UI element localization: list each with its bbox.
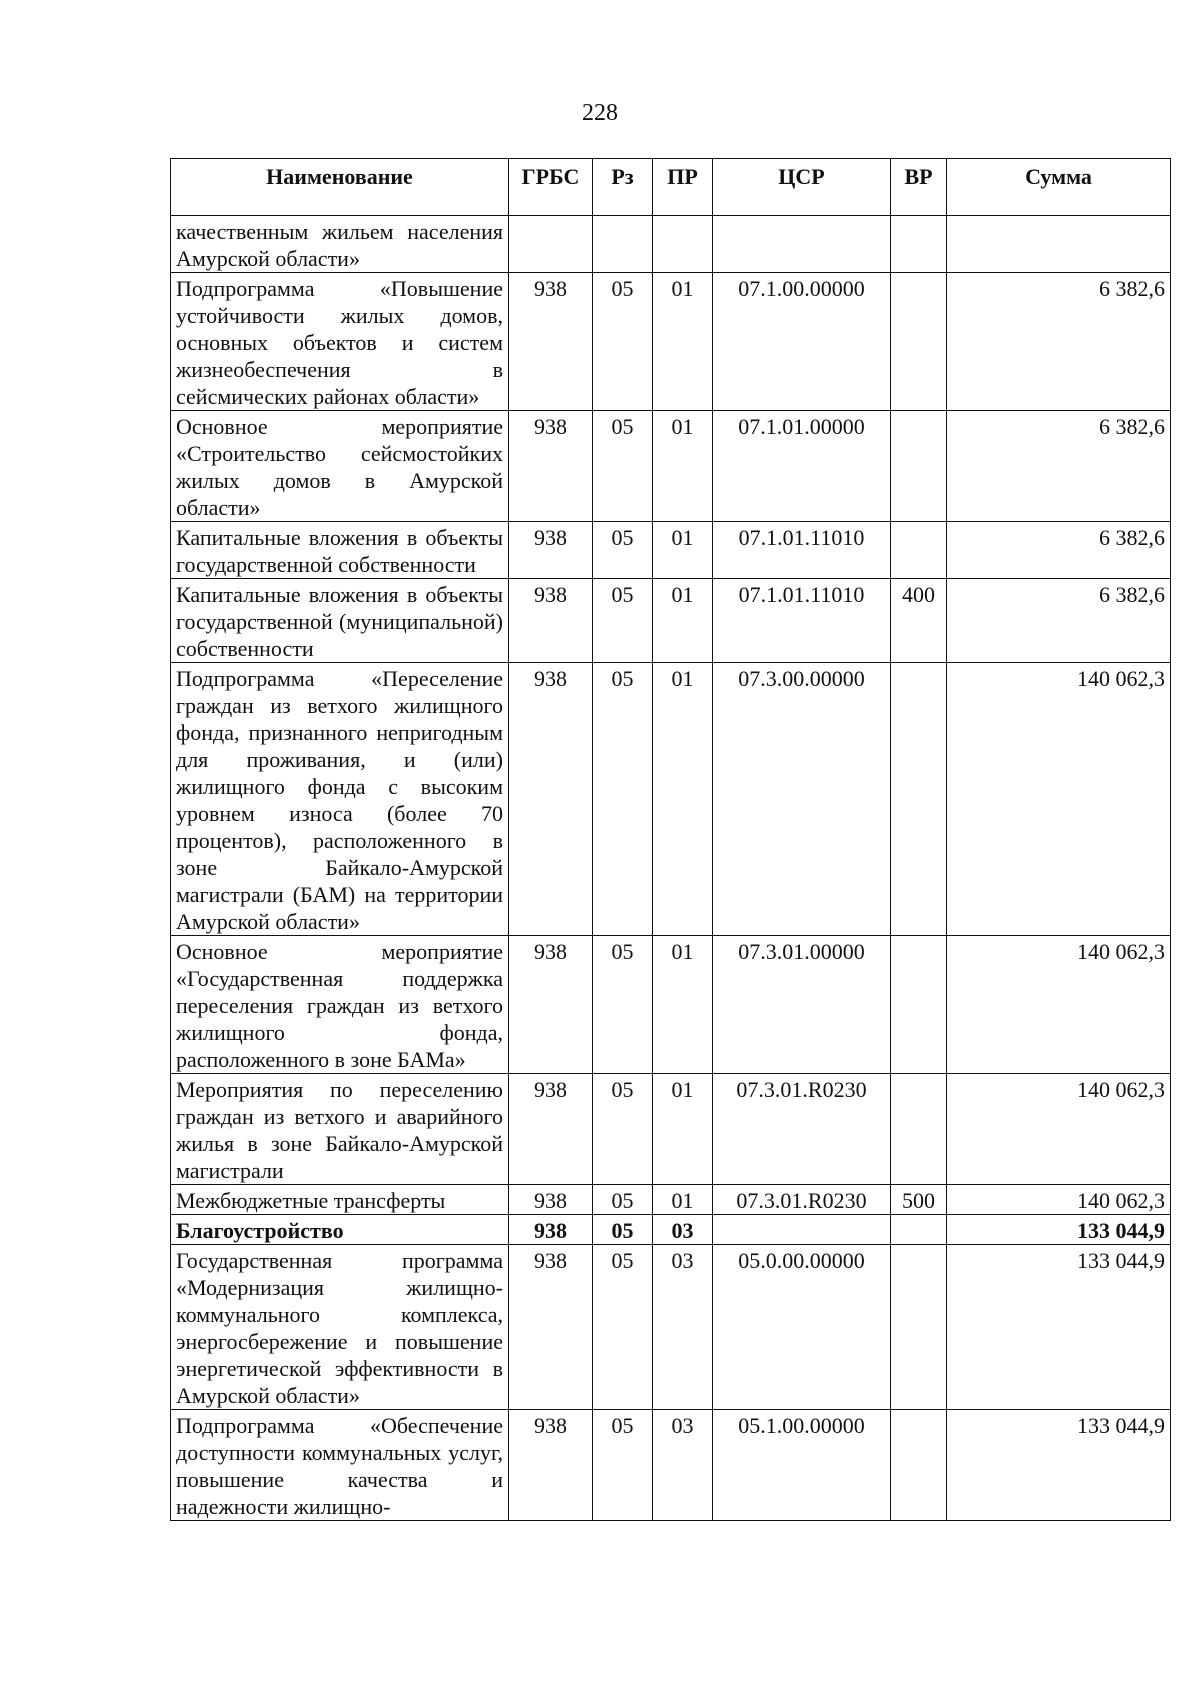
header-pr: ПР: [653, 159, 713, 216]
cell-vr: [891, 411, 947, 522]
cell-csr: 07.1.01.11010: [713, 579, 891, 663]
cell-csr: 07.3.00.00000: [713, 663, 891, 936]
cell-name: Основное мероприятие «Строительство сейсмостойких жилых домов в Амурской области»: [171, 411, 509, 522]
cell-rz: 05: [593, 1215, 653, 1245]
cell-rz: 05: [593, 936, 653, 1074]
cell-grbs: 938: [509, 273, 593, 411]
cell-vr: [891, 1074, 947, 1185]
table-row: [171, 1410, 1171, 1521]
cell-csr: 07.1.01.00000: [713, 411, 891, 522]
cell-vr: 400: [891, 579, 947, 663]
cell-csr: [713, 216, 891, 273]
cell-csr: 05.1.00.00000: [713, 1410, 891, 1521]
table-header-row: [171, 159, 1171, 216]
cell-sum: 6 382,6: [947, 522, 1171, 579]
cell-vr: [891, 1245, 947, 1410]
cell-rz: 05: [593, 1410, 653, 1521]
cell-rz: 05: [593, 1074, 653, 1185]
cell-rz: 05: [593, 522, 653, 579]
cell-vr: [891, 1215, 947, 1245]
cell-grbs: 938: [509, 1185, 593, 1215]
cell-sum: 133 044,9: [947, 1410, 1171, 1521]
table-row: [171, 1074, 1171, 1185]
cell-csr: 07.3.01.00000: [713, 936, 891, 1074]
table-row: [171, 216, 1171, 273]
cell-sum: 140 062,3: [947, 1185, 1171, 1215]
table-row: [171, 579, 1171, 663]
header-csr: ЦСР: [713, 159, 891, 216]
cell-pr: [653, 216, 713, 273]
cell-name: Капитальные вложения в объекты государственной собственности: [171, 522, 509, 579]
cell-sum: 6 382,6: [947, 579, 1171, 663]
cell-pr: 03: [653, 1410, 713, 1521]
cell-rz: 05: [593, 663, 653, 936]
cell-pr: 01: [653, 273, 713, 411]
cell-csr: 07.1.00.00000: [713, 273, 891, 411]
cell-rz: 05: [593, 1245, 653, 1410]
cell-csr: 07.3.01.R0230: [713, 1074, 891, 1185]
cell-vr: [891, 273, 947, 411]
cell-vr: [891, 663, 947, 936]
cell-name: Подпрограмма «Повышение устойчивости жилых домов, основных объектов и систем жизнеобеспечения в сейсмических районах области»: [171, 273, 509, 411]
cell-name: Благоустройство: [171, 1215, 509, 1245]
table-row: [171, 522, 1171, 579]
header-grbs: ГРБС: [509, 159, 593, 216]
table-row: [171, 411, 1171, 522]
table-row: [171, 1185, 1171, 1215]
cell-sum: 140 062,3: [947, 936, 1171, 1074]
cell-vr: [891, 522, 947, 579]
cell-pr: 01: [653, 663, 713, 936]
cell-sum: [947, 216, 1171, 273]
cell-pr: 01: [653, 522, 713, 579]
cell-vr: [891, 1410, 947, 1521]
cell-vr: [891, 216, 947, 273]
cell-name: Подпрограмма «Переселение граждан из ветхого жилищного фонда, признанного непригодным для проживания, и (или) жилищного фонда с высоким уровнем износа (более 70 процентов), расположенного в зоне Байкало-Амурской магистрали (БАМ) на территории Амурской области»: [171, 663, 509, 936]
cell-csr: 07.1.01.11010: [713, 522, 891, 579]
cell-grbs: [509, 216, 593, 273]
table-row: [171, 273, 1171, 411]
cell-pr: 01: [653, 1185, 713, 1215]
cell-sum: 6 382,6: [947, 273, 1171, 411]
cell-grbs: 938: [509, 663, 593, 936]
cell-sum: 133 044,9: [947, 1215, 1171, 1245]
cell-grbs: 938: [509, 1074, 593, 1185]
cell-sum: 140 062,3: [947, 1074, 1171, 1185]
table-row: [171, 1245, 1171, 1410]
table-row: [171, 1215, 1171, 1245]
cell-name: Подпрограмма «Обеспечение доступности коммунальных услуг, повышение качества и надежности жилищно-: [171, 1410, 509, 1521]
cell-sum: 140 062,3: [947, 663, 1171, 936]
cell-csr: 05.0.00.00000: [713, 1245, 891, 1410]
cell-grbs: 938: [509, 1215, 593, 1245]
cell-rz: 05: [593, 1185, 653, 1215]
header-sum: Сумма: [947, 159, 1171, 216]
table-row: [171, 663, 1171, 936]
cell-vr: 500: [891, 1185, 947, 1215]
cell-pr: 03: [653, 1215, 713, 1245]
cell-pr: 01: [653, 579, 713, 663]
header-rz: Рз: [593, 159, 653, 216]
page-number: 228: [582, 100, 618, 126]
cell-name: Основное мероприятие «Государственная поддержка переселения граждан из ветхого жилищного фонда, расположенного в зоне БАМа»: [171, 936, 509, 1074]
cell-name: Межбюджетные трансферты: [171, 1185, 509, 1215]
cell-pr: 01: [653, 411, 713, 522]
cell-sum: 133 044,9: [947, 1245, 1171, 1410]
cell-grbs: 938: [509, 522, 593, 579]
cell-grbs: 938: [509, 936, 593, 1074]
cell-vr: [891, 936, 947, 1074]
cell-name: Государственная программа «Модернизация жилищно-коммунального комплекса, энергосбережение и повышение энергетической эффективности в Амурской области»: [171, 1245, 509, 1410]
cell-rz: 05: [593, 579, 653, 663]
cell-grbs: 938: [509, 411, 593, 522]
cell-rz: 05: [593, 273, 653, 411]
header-vr: ВР: [891, 159, 947, 216]
cell-sum: 6 382,6: [947, 411, 1171, 522]
cell-grbs: 938: [509, 1245, 593, 1410]
cell-rz: 05: [593, 411, 653, 522]
cell-name: качественным жильем населения Амурской области»: [171, 216, 509, 273]
header-name: Наименование: [171, 159, 509, 216]
cell-pr: 01: [653, 936, 713, 1074]
cell-pr: 03: [653, 1245, 713, 1410]
budget-table: [170, 158, 1171, 1521]
cell-rz: [593, 216, 653, 273]
cell-grbs: 938: [509, 1410, 593, 1521]
cell-grbs: 938: [509, 579, 593, 663]
table-row: [171, 936, 1171, 1074]
cell-csr: 07.3.01.R0230: [713, 1185, 891, 1215]
cell-name: Мероприятия по переселению граждан из ветхого и аварийного жилья в зоне Байкало-Амурской магистрали: [171, 1074, 509, 1185]
cell-csr: [713, 1215, 891, 1245]
cell-pr: 01: [653, 1074, 713, 1185]
cell-name: Капитальные вложения в объекты государственной (муниципальной) собственности: [171, 579, 509, 663]
